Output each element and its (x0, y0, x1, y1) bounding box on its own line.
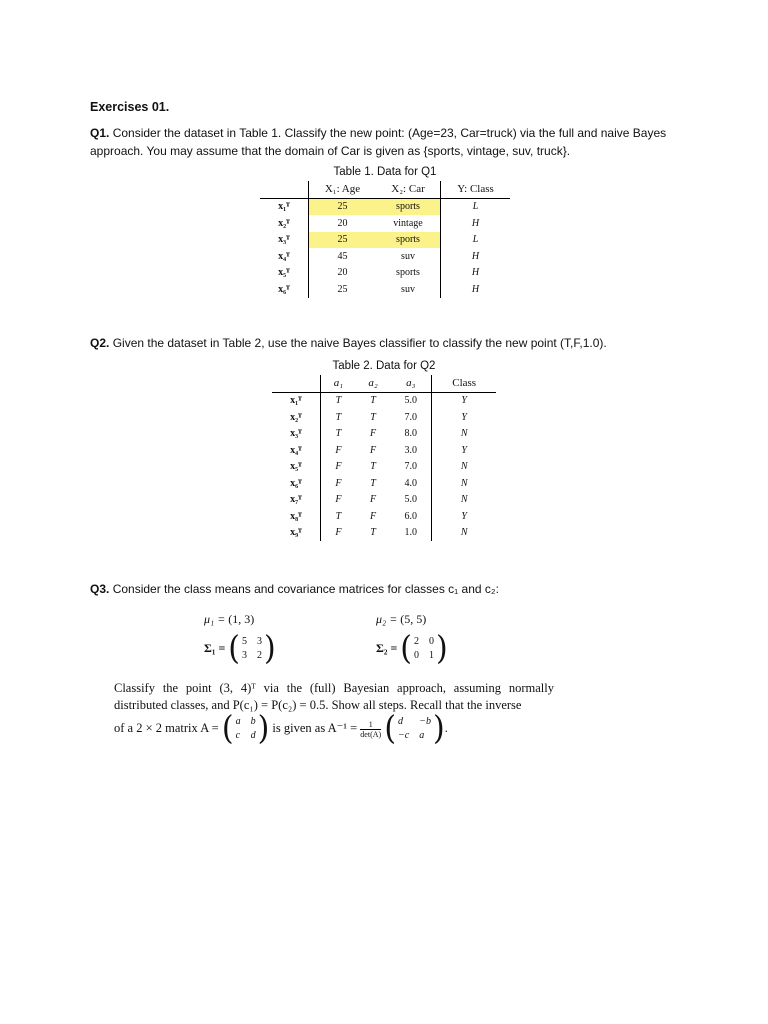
table2-row (272, 459, 496, 476)
table1-col-class: Y: Class (441, 181, 510, 198)
q2-text (90, 334, 690, 352)
table1-cell-age: 20 (337, 267, 348, 279)
matrix-inv-cell: −c (398, 730, 410, 741)
table2-row-label: x₃ᵀ (272, 426, 321, 443)
table2-cell-a3: 5.0 (404, 395, 418, 407)
table2-cell-a2: T (370, 527, 376, 539)
table2-cell-a3: 1.0 (404, 527, 418, 539)
table1-caption: Table 1. Data for Q1 (333, 166, 437, 178)
table2-col-a2: a₂ (356, 375, 390, 392)
right-paren: ) (436, 629, 448, 668)
mu2-label: μ₂ = (376, 612, 401, 626)
q3-inverse-formula (114, 709, 448, 748)
table2-cell-a1: T (335, 411, 342, 423)
table2-row-label: x₅ᵀ (272, 459, 321, 476)
q2-label: Q2. (90, 336, 110, 350)
table1-cell-car: sports (376, 198, 441, 215)
table1-row (260, 232, 510, 249)
q3-line2-end: . (444, 720, 448, 735)
matrix-inverse (384, 709, 445, 748)
table2-cell-a1: T (335, 428, 342, 440)
table2-row-label: x₉ᵀ (272, 525, 321, 542)
table2-row (272, 409, 496, 426)
table1-header-row (260, 181, 510, 198)
table2-col-class: Class (432, 375, 496, 392)
table1-cell-age: 45 (337, 250, 348, 262)
q3-problem-text: Classify the point (3, 4)ᵀ via the (full) Bayesian approach, assuming normally distributed classes, and P(c₁) = P(c₂) = 0.5. Show all steps. Recall that the inverse (114, 681, 554, 712)
table2-cell-a2: T (370, 395, 376, 407)
table2-row-label: x₆ᵀ (272, 475, 321, 492)
table2-cell-a3: 8.0 (404, 428, 418, 440)
table2-row (272, 392, 496, 409)
table1-col-age: X₁: Age (309, 181, 376, 198)
sigma1-cell: 2 (257, 650, 262, 661)
table2-cell-a2: T (370, 477, 376, 489)
sigma2-matrix (400, 629, 448, 668)
table1-cell-age: 25 (337, 283, 348, 295)
matrix-inv-cell: d (398, 716, 404, 727)
sigma2-cell: 0 (414, 650, 419, 661)
table2-cell-a3: 3.0 (404, 444, 418, 456)
left-paren: ( (384, 709, 397, 748)
table1-row-label: x₂ᵀ (260, 215, 309, 232)
mu1-value: (1, 3) (228, 612, 255, 626)
mu2 (376, 612, 426, 627)
table1-cell-car: suv (401, 283, 415, 295)
table2-corner (272, 375, 321, 392)
table2-cell-a1: F (335, 494, 342, 506)
matrix-a (221, 709, 270, 748)
table1-row-label: x₅ᵀ (260, 265, 309, 282)
table2-row-label: x₂ᵀ (272, 409, 321, 426)
table2-cell-a3: 5.0 (404, 494, 418, 506)
table2-cell-a2: T (370, 411, 376, 423)
left-paren: ( (221, 709, 234, 748)
table2-row (272, 475, 496, 492)
table2-block (272, 360, 496, 541)
right-paren: ) (257, 709, 270, 748)
mu2-value: (5, 5) (400, 612, 427, 626)
table1-row (260, 198, 510, 215)
table2-row-label: x₇ᵀ (272, 492, 321, 509)
right-paren: ) (264, 629, 276, 668)
matrix-a-cell: a (235, 716, 241, 727)
table2-row (272, 426, 496, 443)
table1-row-label: x₆ᵀ (260, 281, 309, 298)
table1-cell-age: 20 (337, 217, 348, 229)
fraction-numerator: 1 (360, 720, 381, 730)
fraction-denominator: det(A) (360, 729, 382, 739)
inverse-fraction (360, 720, 381, 739)
q3-line2-start: of a 2 × 2 matrix A = (114, 720, 222, 735)
table2-cell-a2: T (370, 461, 376, 473)
table1-cell-class: L (441, 232, 510, 249)
table2-row (272, 525, 496, 542)
page-heading: Exercises 01. (90, 100, 170, 114)
right-paren: ) (432, 709, 445, 748)
table2-cell-a3: 4.0 (404, 477, 418, 489)
q3-body: Consider the class means and covariance matrices for classes c₁ and c₂: (112, 582, 499, 596)
table2-cell-a1: F (335, 444, 342, 456)
table2-row (272, 492, 496, 509)
table1-row-label: x₁ᵀ (260, 198, 309, 215)
table2-col-a1: a₁ (321, 375, 356, 392)
mu1 (204, 612, 254, 627)
table1-cell-class: H (441, 248, 510, 265)
table1-corner (260, 181, 309, 198)
sigma1-cell: 3 (257, 636, 262, 647)
table2-cell-a2: F (369, 494, 377, 506)
table2-row-label: x₄ᵀ (272, 442, 321, 459)
table1-cell-car: vintage (393, 217, 423, 229)
sigma2 (376, 629, 448, 668)
table2-cell-a1: T (335, 395, 342, 407)
table1-row-label: x₃ᵀ (260, 232, 309, 249)
table2-cell-class: N (432, 426, 496, 443)
q3-text (90, 580, 690, 598)
table1-row-label: x₄ᵀ (260, 248, 309, 265)
mu1-label: μ₁ = (204, 612, 229, 626)
left-paren: ( (228, 629, 240, 668)
table2-cell-a2: F (369, 444, 377, 456)
table2-header-row (272, 375, 496, 392)
matrix-inv-cell: a (419, 730, 425, 741)
matrix-a-cell: c (235, 730, 241, 741)
sigma1-matrix (228, 629, 276, 668)
q2-body: Given the dataset in Table 2, use the naive Bayes classifier to classify the new point (T,F,1.0). (112, 336, 607, 350)
table2-cell-a2: F (369, 510, 377, 522)
table1-cell-age: 25 (309, 198, 376, 215)
sigma1-cell: 3 (242, 650, 247, 661)
matrix-a-cell: d (250, 730, 256, 741)
table2-cell-class: Y (432, 442, 496, 459)
sigma1-label: Σ₁ = (204, 640, 229, 655)
table2-cell-a1: F (335, 461, 342, 473)
table2-cell-a1: F (335, 477, 342, 489)
sigma2-cell: 1 (429, 650, 434, 661)
table1-row (260, 248, 510, 265)
table1-cell-class: L (441, 198, 510, 215)
table1-row (260, 281, 510, 298)
table1-row (260, 215, 510, 232)
table2-cell-a1: T (335, 510, 342, 522)
table1-cell-car: sports (376, 232, 441, 249)
table1-cell-class: H (441, 215, 510, 232)
sigma1 (204, 629, 276, 668)
table1-cell-car: sports (396, 267, 420, 279)
table1-cell-car: suv (401, 250, 415, 262)
table2-row-label: x₁ᵀ (272, 392, 321, 409)
table2-cell-class: N (432, 492, 496, 509)
table2-cell-class: Y (432, 409, 496, 426)
table1-row (260, 265, 510, 282)
table2-cell-a1: F (335, 527, 342, 539)
table2-cell-a3: 7.0 (404, 411, 418, 423)
sigma2-label: Σ₂ = (376, 640, 401, 655)
table2-cell-class: N (432, 459, 496, 476)
matrix-a-cell: b (250, 716, 256, 727)
table2-cell-class: N (432, 475, 496, 492)
q1-body: Consider the dataset in Table 1. Classify the new point: (Age=23, Car=truck) via the full and naive Bayes approach. You may assume that the domain of Car is given as {sports, vintage, suv, truck}. (90, 126, 667, 158)
table2-cell-a2: F (369, 428, 377, 440)
table2-cell-a3: 6.0 (404, 510, 418, 522)
sigma1-cell: 5 (242, 636, 247, 647)
matrix-inv-cell: −b (419, 716, 431, 727)
table1-block (260, 166, 510, 298)
table1-cell-class: H (441, 265, 510, 282)
table2-col-a3: a₃ (390, 375, 432, 392)
table2-row (272, 508, 496, 525)
q3-line2-mid: is given as A⁻¹ = (272, 720, 361, 735)
q1-text (90, 124, 690, 160)
table2-cell-class: Y (432, 392, 496, 409)
sigma2-cell: 2 (414, 636, 419, 647)
sigma2-cell: 0 (429, 636, 434, 647)
table2 (272, 375, 496, 541)
left-paren: ( (400, 629, 412, 668)
table2-row (272, 442, 496, 459)
table1 (260, 181, 510, 298)
q1-label: Q1. (90, 126, 110, 140)
table2-cell-a3: 7.0 (404, 461, 418, 473)
table2-cell-class: N (432, 525, 496, 542)
table1-cell-class: H (441, 281, 510, 298)
table2-row-label: x₈ᵀ (272, 508, 321, 525)
table1-cell-age: 25 (309, 232, 376, 249)
table1-col-car: X₂: Car (376, 181, 441, 198)
table2-caption: Table 2. Data for Q2 (332, 360, 436, 372)
q3-label: Q3. (90, 582, 110, 596)
table2-cell-class: Y (432, 508, 496, 525)
